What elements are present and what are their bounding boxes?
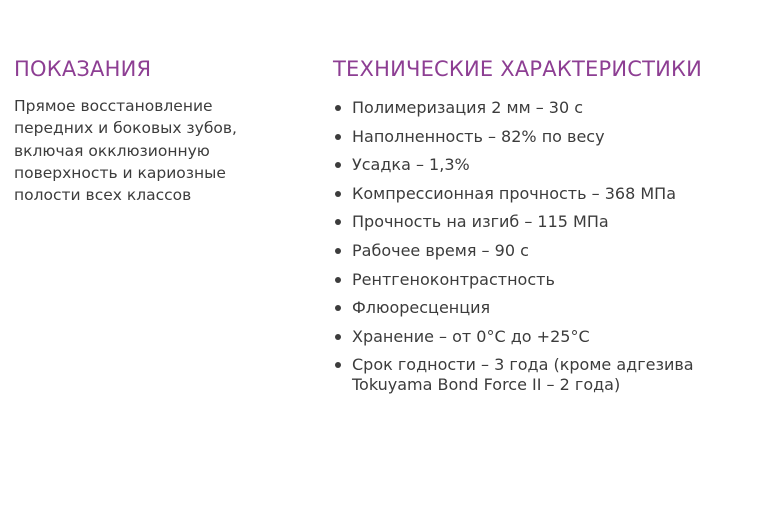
spec-text: Наполненность – 82% по весу [352,126,605,146]
spec-text: Флюоресценция [352,298,491,318]
spec-text: Усадка – 1,3% [352,155,470,175]
spec-item [333,184,753,204]
indications-line: поверхность и кариозные [14,163,226,182]
bullet-icon [335,162,341,168]
indications-text [14,95,304,206]
spec-text: Хранение – от 0°С до +25°С [352,326,590,346]
indications-heading: ПОКАЗАНИЯ [14,57,152,81]
bullet-icon [335,277,341,283]
spec-item [333,298,753,318]
indications-line: Прямое восстановление [14,97,213,115]
specs-section [333,54,753,404]
spec-item [333,241,753,261]
bullet-icon [335,105,341,111]
indications-line: передних и боковых зубов, [14,119,237,138]
bullet-icon [335,248,341,254]
spec-text: Рабочее время – 90 с [352,240,529,260]
bullet-icon [335,191,341,197]
bullet-icon [335,219,341,225]
spec-text: Срок годности – 3 года (кроме адгезива Tokuyama Bond Force II – 2 года) [352,355,694,395]
spec-item [333,355,753,395]
specs-heading: ТЕХНИЧЕСКИЕ ХАРАКТЕРИСТИКИ [333,57,703,81]
bullet-icon [335,334,341,340]
indications-line: полости всех классов [14,186,192,205]
bullet-icon [335,134,341,140]
spec-text: Полимеризация 2 мм – 30 с [352,98,584,117]
spec-item [333,98,753,118]
spec-text: Рентгеноконтрастность [352,269,555,289]
spec-item [333,212,753,232]
spec-item [333,270,753,290]
spec-item [333,127,753,147]
bullet-icon [335,362,341,368]
indications-section [14,54,304,206]
indications-line: включая окклюзионную [14,141,210,160]
specs-list [333,98,753,395]
spec-item [333,155,753,175]
spec-text: Прочность на изгиб – 115 МПа [352,212,609,232]
bullet-icon [335,305,341,311]
spec-item [333,327,753,347]
spec-text: Компрессионная прочность – 368 МПа [352,183,676,203]
